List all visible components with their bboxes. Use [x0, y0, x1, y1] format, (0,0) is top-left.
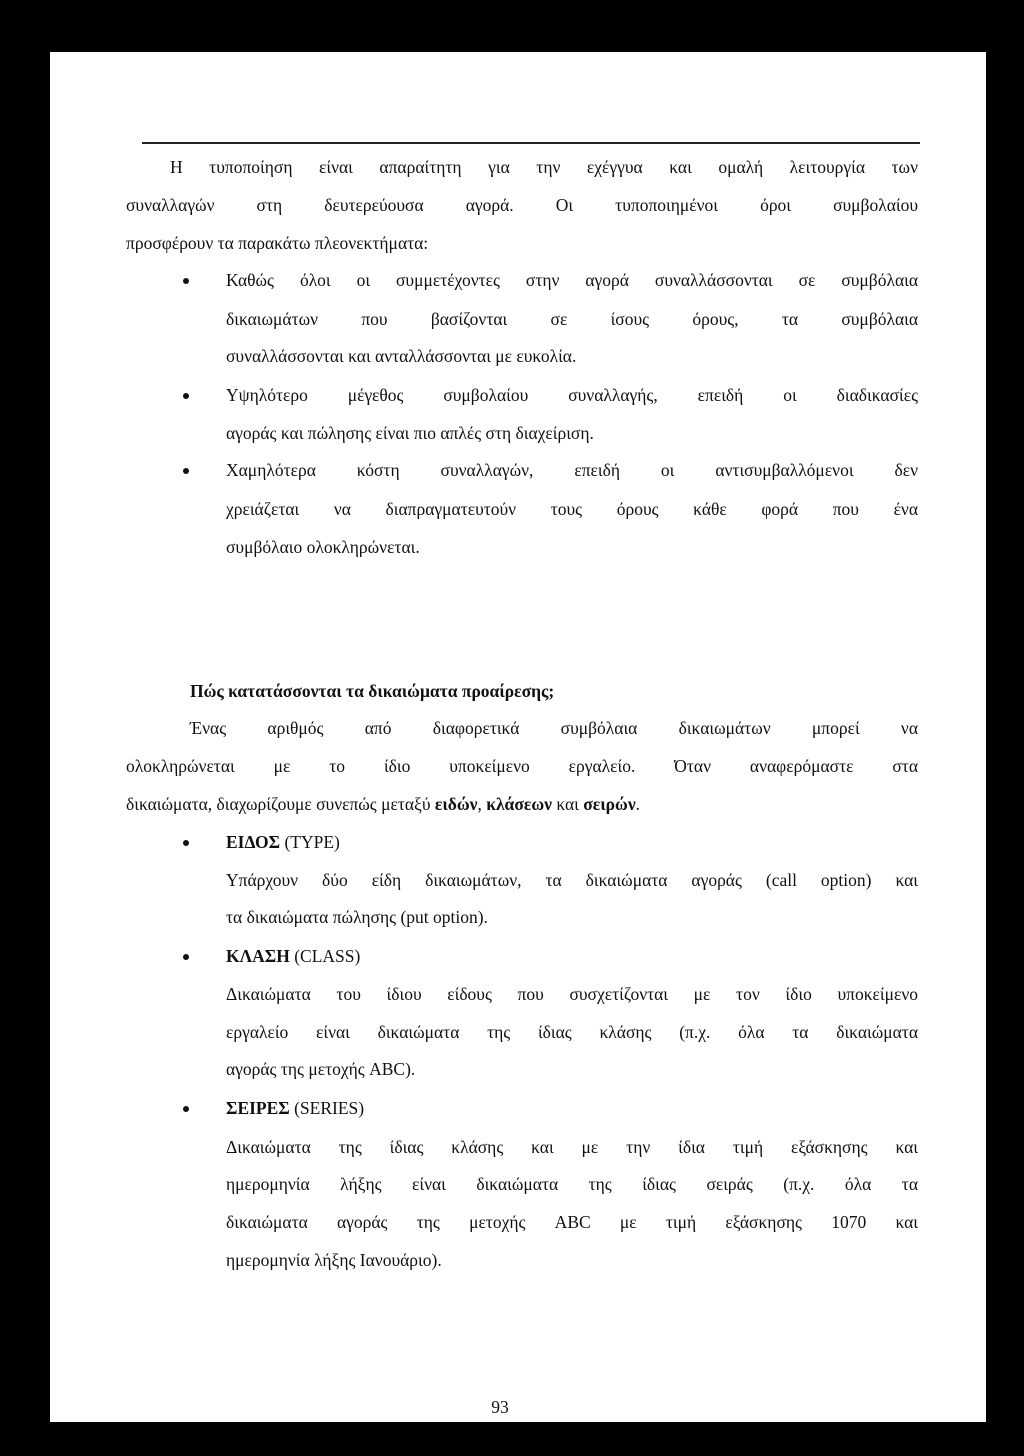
separator: και [551, 794, 584, 814]
category-term: ΚΛΑΣΗ [226, 946, 290, 966]
bullet-icon [183, 393, 189, 399]
intro-line: συναλλαγών στη δευτερεύουσα αγορά. Οι τυποποιημένοι όροι συμβολαίου [126, 195, 918, 215]
separator: , [477, 794, 487, 814]
section-line: Ένας αριθμός από διαφορετικά συμβόλαια δικαιωμάτων μπορεί να [190, 718, 918, 738]
section-heading: Πώς κατατάσσονται τα δικαιώματα προαίρεσης; [190, 681, 555, 701]
term-series: σειρών [583, 794, 636, 814]
page-number: 93 [491, 1397, 509, 1417]
bullet-icon [183, 278, 189, 284]
advantage-line: χρειάζεται να διαπραγματευτούν τους όρους κάθε φορά που ένα [226, 499, 918, 519]
advantage-line: αγοράς και πώλησης είναι πιο απλές στη διαχείριση. [226, 423, 594, 443]
category-line: ημερομηνία λήξης είναι δικαιώματα της ίδιας σειράς (π.χ. όλα τα [226, 1174, 918, 1194]
category-term-suffix: (SERIES) [289, 1098, 365, 1118]
bullet-icon [183, 840, 189, 846]
advantage-line: συμβόλαιο ολοκληρώνεται. [226, 537, 420, 557]
category-line: Δικαιώματα του ίδιου είδους που συσχετίζονται με τον ίδιο υποκείμενο [226, 984, 918, 1004]
advantage-line: Υψηλότερο μέγεθος συμβολαίου συναλλαγής, επειδή οι διαδικασίες [226, 385, 918, 405]
category-term: ΕΙΔΟΣ [226, 832, 281, 852]
term-classes: κλάσεων [486, 794, 552, 814]
category-line: Υπάρχουν δύο είδη δικαιωμάτων, τα δικαιώματα αγοράς (call option) και [226, 870, 918, 890]
bullet-icon [183, 954, 189, 960]
section-line [126, 793, 640, 815]
category-line: Δικαιώματα της ίδιας κλάσης και με την ίδια τιμή εξάσκησης και [226, 1137, 918, 1157]
section-line-prefix: δικαιώματα, διαχωρίζουμε συνεπώς μεταξύ [126, 794, 435, 814]
category-term: ΣΕΙΡΕΣ [226, 1098, 290, 1118]
intro-line: προσφέρουν τα παρακάτω πλεονεκτήματα: [126, 233, 429, 253]
category-term-suffix: (TYPE) [280, 832, 340, 852]
category-line: αγοράς της μετοχής ABC). [226, 1059, 416, 1079]
document-page [50, 52, 986, 1422]
category-line: τα δικαιώματα πώλησης (put option). [226, 907, 488, 927]
category-title [226, 831, 340, 853]
advantage-line: δικαιωμάτων που βασίζονται σε ίσους όρους, τα συμβόλαια [226, 309, 918, 329]
top-rule [142, 142, 920, 144]
advantage-line: Χαμηλότερα κόστη συναλλαγών, επειδή οι αντισυμβαλλόμενοι δεν [226, 460, 918, 480]
category-line: ημερομηνία λήξης Ιανουάριο). [226, 1250, 442, 1270]
term-kinds: ειδών [434, 794, 478, 814]
bullet-icon [183, 468, 189, 474]
category-line: εργαλείο είναι δικαιώματα της ίδιας κλάσης (π.χ. όλα τα δικαιώματα [226, 1022, 918, 1042]
advantage-line: Καθώς όλοι οι συμμετέχοντες στην αγορά συναλλάσσονται σε συμβόλαια [226, 270, 918, 290]
category-title [226, 1097, 364, 1119]
intro-line: Η τυποποίηση είναι απαραίτητη για την εχέγγυα και ομαλή λειτουργία των [170, 157, 918, 177]
category-title [226, 945, 360, 967]
advantage-line: συναλλάσσονται και ανταλλάσσονται με ευκολία. [226, 346, 577, 366]
category-line: δικαιώματα αγοράς της μετοχής ABC με τιμή εξάσκησης 1070 και [226, 1212, 918, 1232]
section-line: ολοκληρώνεται με το ίδιο υποκείμενο εργαλείο. Όταν αναφερόμαστε στα [126, 756, 918, 776]
category-term-suffix: (CLASS) [289, 946, 361, 966]
section-line-suffix: . [635, 794, 641, 814]
bullet-icon [183, 1106, 189, 1112]
